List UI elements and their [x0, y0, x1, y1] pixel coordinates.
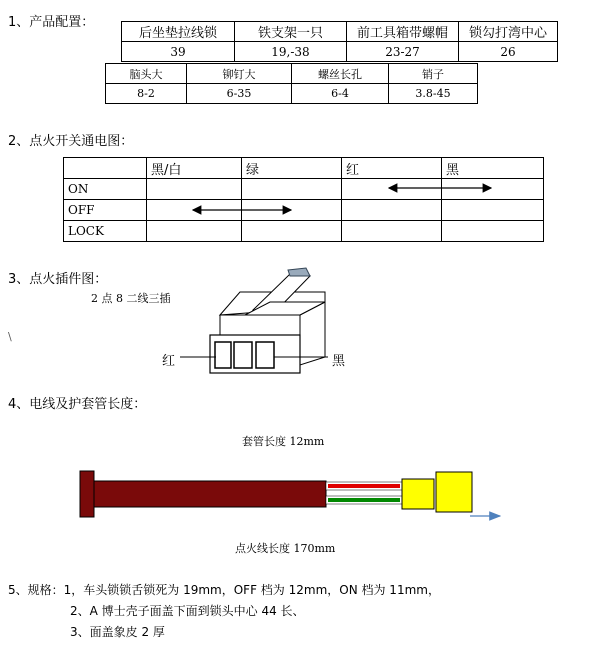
- config-value: 19,-38: [235, 42, 347, 62]
- config-value: 26: [459, 42, 558, 62]
- sleeve-end-cap: [80, 471, 94, 517]
- side-mark: \: [8, 330, 12, 343]
- config-header: 前工具箱带螺帽: [347, 22, 459, 42]
- plug-caption: 2 点 8 二线三插: [91, 292, 171, 305]
- config-header: 脑头大: [106, 64, 187, 84]
- config-header: 螺丝长孔: [292, 64, 389, 84]
- wire-diagram: [75, 465, 515, 525]
- config-header: 销子: [389, 64, 478, 84]
- config-value: 8-2: [106, 84, 187, 104]
- config-header: 后坐垫拉线锁: [122, 22, 235, 42]
- switch-col-header: 绿: [242, 158, 342, 179]
- config-header: 铆钉大: [187, 64, 292, 84]
- section-3-title: 3、点火插件图：: [8, 272, 108, 287]
- plug-label-red: 红: [162, 354, 176, 369]
- config-header: 锁勾打湾中心: [459, 22, 558, 42]
- section-4-title: 4、电线及护套管长度：: [8, 397, 147, 412]
- sleeve-length-label: 套管长度 12mm: [242, 435, 325, 448]
- config-value: 39: [122, 42, 235, 62]
- switch-row-label: ON: [64, 179, 147, 200]
- config-value: 6-4: [292, 84, 389, 104]
- switch-row-label: OFF: [64, 200, 147, 221]
- section-2-title: 2、点火开关通电图：: [8, 134, 134, 149]
- switch-row-label: LOCK: [64, 221, 147, 242]
- section-5-spec-3: 3、面盖象皮 2 厚: [70, 625, 165, 639]
- section-5-spec-1: 5、规格：1，车头锁锁舌锁死为 19mm，OFF 档为 12mm，ON 档为 11mm，: [8, 583, 440, 597]
- section-1-title: 1、产品配置：: [8, 15, 95, 30]
- switch-col-header: 黑/白: [147, 158, 242, 179]
- protective-sleeve: [94, 481, 326, 507]
- config-header: 铁支架一只: [235, 22, 347, 42]
- section-5-spec-2: 2、A 博士壳子面盖下面到锁头中心 44 长、: [70, 604, 305, 618]
- connector-1: [402, 479, 434, 509]
- connector-2: [436, 472, 472, 512]
- config-value: 3.8-45: [389, 84, 478, 104]
- wire-length-label: 点火线长度 170mm: [235, 542, 336, 555]
- switch-col-header: 黑: [442, 158, 544, 179]
- config-value: 6-35: [187, 84, 292, 104]
- plug-label-black: 黑: [332, 354, 346, 369]
- config-value: 23-27: [347, 42, 459, 62]
- switch-col-header: 红: [342, 158, 442, 179]
